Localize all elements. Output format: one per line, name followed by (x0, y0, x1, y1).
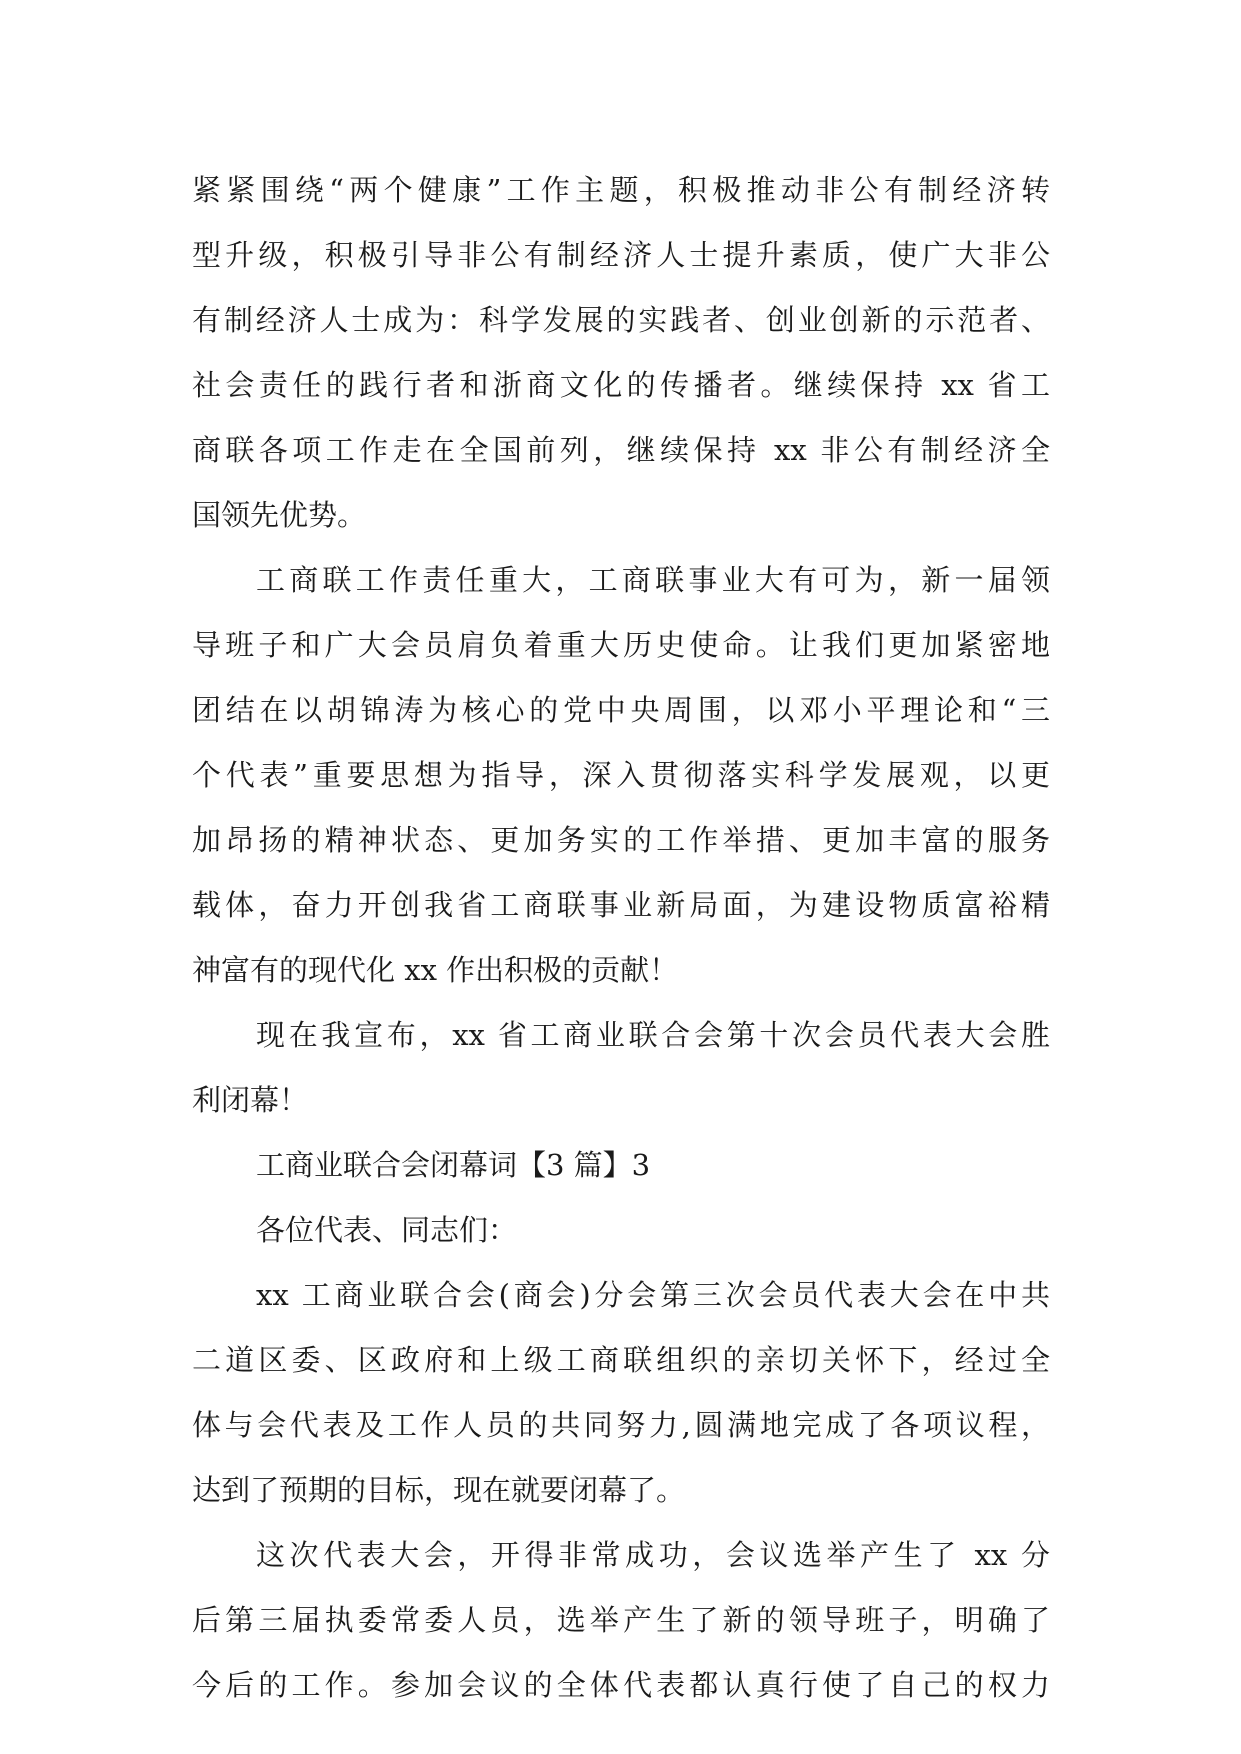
text-line: 团结在以胡锦涛为核心的党中央周围，以邓小平理论和“三 (192, 693, 1050, 727)
text-line: 今后的工作。参加会议的全体代表都认真行使了自己的权力 (192, 1668, 1050, 1702)
text-line: 载体，奋力开创我省工商联事业新局面，为建设物质富裕精 (192, 888, 1050, 922)
text-line: 达到了预期的目标，现在就要闭幕了。 (192, 1473, 686, 1507)
text-line: 有制经济人士成为：科学发展的实践者、创业创新的示范者、 (192, 303, 1050, 337)
text-line: 商联各项工作走在全国前列，继续保持 xx 非公有制经济全 (192, 433, 1050, 467)
text-line: xx 工商业联合会(商会)分会第三次会员代表大会在中共 (256, 1278, 1050, 1312)
document-body (192, 158, 1050, 1718)
text-line: 社会责任的践行者和浙商文化的传播者。继续保持 xx 省工 (192, 368, 1050, 402)
text-line: 体与会代表及工作人员的共同努力,圆满地完成了各项议程， (192, 1408, 1050, 1442)
text-line: 型升级，积极引导非公有制经济人士提升素质，使广大非公 (192, 238, 1050, 272)
text-line: 个代表”重要思想为指导，深入贯彻落实科学发展观，以更 (192, 758, 1050, 792)
text-line: 利闭幕！ (192, 1083, 309, 1117)
text-line: 紧紧围绕“两个健康”工作主题，积极推动非公有制经济转 (192, 173, 1050, 207)
text-line: 现在我宣布，xx 省工商业联合会第十次会员代表大会胜 (256, 1018, 1050, 1052)
text-line: 神富有的现代化 xx 作出积极的贡献！ (192, 953, 679, 987)
text-line: 二道区委、区政府和上级工商联组织的亲切关怀下，经过全 (192, 1343, 1050, 1377)
text-line: 工商联工作责任重大，工商联事业大有可为，新一届领 (256, 563, 1050, 597)
text-line: 后第三届执委常委人员，选举产生了新的领导班子，明确了 (192, 1603, 1050, 1637)
salutation: 各位代表、同志们： (256, 1213, 518, 1247)
text-line: 加昂扬的精神状态、更加务实的工作举措、更加丰富的服务 (192, 823, 1050, 857)
text-line: 导班子和广大会员肩负着重大历史使命。让我们更加紧密地 (192, 628, 1050, 662)
text-line: 这次代表大会，开得非常成功，会议选举产生了 xx 分 (256, 1538, 1050, 1572)
text-line: 国领先优势。 (192, 498, 367, 532)
section-title: 工商业联合会闭幕词【3 篇】3 (256, 1148, 651, 1182)
